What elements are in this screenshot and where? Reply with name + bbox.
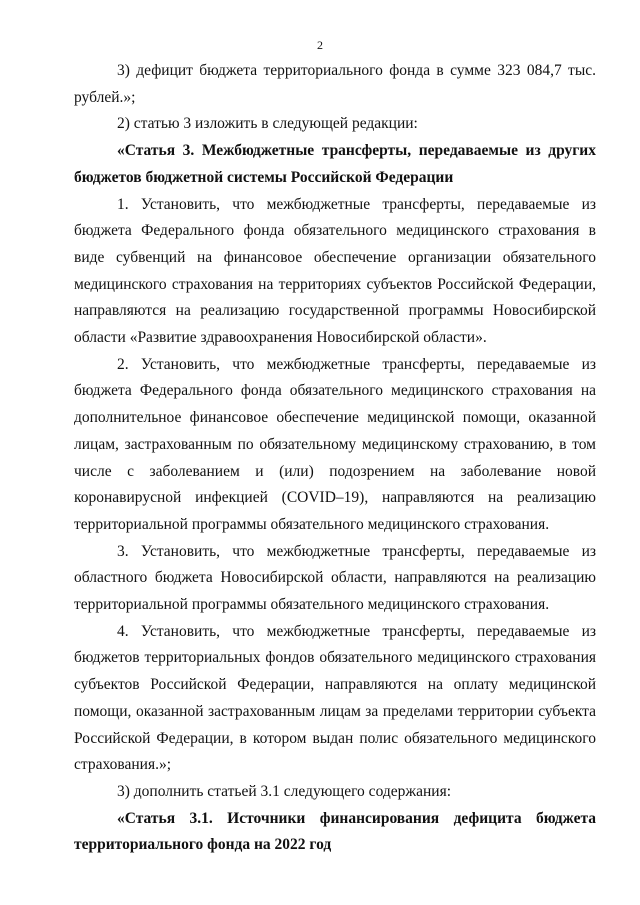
article-3-1-heading: «Статья 3.1. Источники финансирования дефицита бюджета территориального фонда на 2022 год (74, 809, 596, 854)
paragraph-article-3-1-addition: 3) дополнить статьей 3.1 следующего содержания: (117, 782, 451, 800)
article-3-clause-1: 1. Установить, что межбюджетные трансферты, передаваемые из бюджета Федерального фонда обязательного медицинского страхования в виде субвенций на финансовое обеспечение организации обязательного медицинского страхования на территориях субъектов Российской Федерации, направляются на реализацию государственной программы Новосибирской области «Развитие здравоохранения Новосибирской области». (74, 195, 596, 347)
document-body (74, 58, 596, 859)
article-3-heading: «Статья 3. Межбюджетные трансферты, передаваемые из других бюджетов бюджетной системы Российской Федерации (74, 142, 596, 186)
article-3-clause-2: 2. Установить, что межбюджетные трансферты, передаваемые из бюджета Федерального фонда обязательного медицинского страхования на дополнительное финансовое обеспечение медицинской помощи, оказанной лицам, застрахованным по обязательному медицинскому страхованию, в том числе с заболеванием и (или) подозрением на заболевание новой коронавирусной инфекцией (COVID–19), направляются на реализацию территориальной программы обязательного медицинского страхования. (74, 355, 596, 533)
paragraph-budget-deficit: 3) дефицит бюджета территориального фонда в сумме 323 084,7 тыс. рублей.»; (74, 62, 596, 106)
article-3-clause-3: 3. Установить, что межбюджетные трансферты, передаваемые из областного бюджета Новосибирской области, направляются на реализацию территориальной программы обязательного медицинского страхования. (74, 542, 596, 614)
page-number: 2 (317, 38, 323, 52)
paragraph-article-3-amendment: 2) статью 3 изложить в следующей редакции: (117, 115, 418, 133)
article-3-clause-4: 4. Установить, что межбюджетные трансферты, передаваемые из бюджетов территориальных фондов обязательного медицинского страхования субъектов Российской Федерации, направляются на оплату медицинской помощи, оказанной застрахованным лицам за пределами территории субъекта Российской Федерации, в котором выдан полис обязательного медицинского страхования.»; (74, 622, 596, 774)
